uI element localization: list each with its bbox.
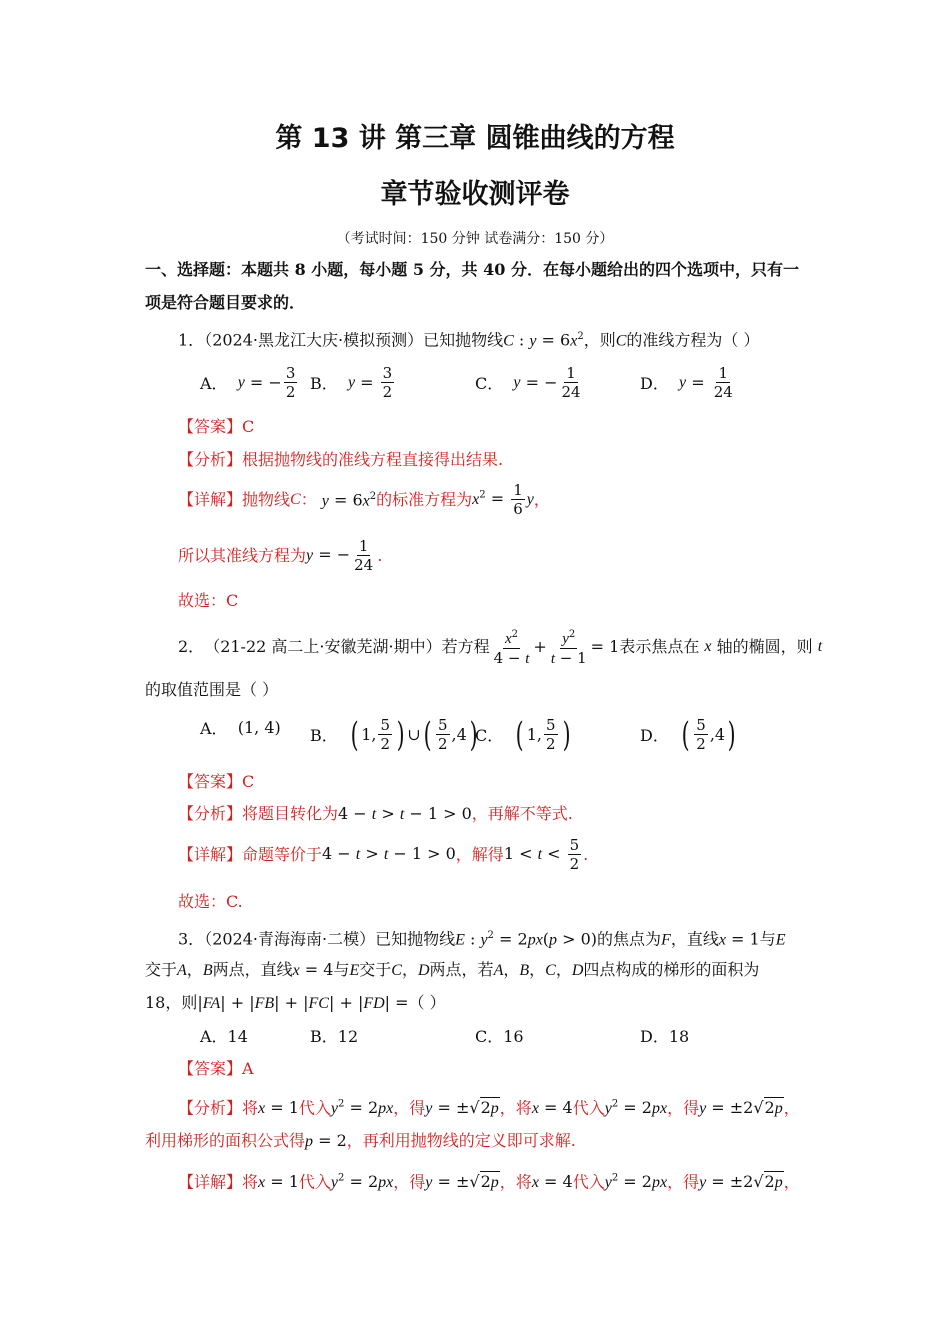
q3-stem-3: 18，则|FA| + |FB| + |FC| + |FD| =（ ） [145,993,446,1012]
q2-option-b[interactable]: B． ( 1, $\frac{5}{2}$ ) ∪ ( $\frac{5}{2}$ ,4 ) [310,714,478,755]
q3-option-d[interactable]: D．18 [640,1027,690,1046]
q1-option-c[interactable]: C． y = − $\frac{1}{24}$ [475,364,581,401]
q3-stem: 3．（2024·青海海南·二模）已知抛物线E : $y^2 = 2px(p > 0)$的焦点为F，直线x = 1与E [178,929,786,949]
q3-analysis-2: 利用梯形的面积公式得p = 2，再利用抛物线的定义即可求解. [145,1131,576,1150]
q3-option-a[interactable]: A．14 [200,1027,248,1046]
section-heading-line-2: 项是符合题目要求的． [145,293,306,312]
q3-detail: 【详解】将x = 1代入$y^2 = 2px$，得y = ±√2p，将x = 4代入$y^2 = 2px$，得y = ±2√2p， [178,1172,800,1192]
q1-detail-2: 所以其准线方程为 y = − $\frac{1}{24}$ . [178,537,383,574]
q3-analysis: 【分析】将x = 1代入$y^2 = 2px$，得y = ±√2p，将x = 4代入$y^2 = 2px$，得y = ±2√2p， [178,1098,800,1118]
q2-analysis: 【分析】将题目转化为4 − t > t − 1 > 0，再解不等式. [178,804,573,823]
title-line-2: 章节验收测评卷 [380,179,570,210]
exam-info: （考试时间：150 分钟 试卷满分：150 分） [336,231,614,247]
q2-option-a[interactable]: A． (1, 4) [200,718,281,738]
q2-stem: 2． （21-22 高二上·安徽芜湖·期中）若方程 $\frac{x^2}{4 - t}$ + $\frac{y^2}{t - 1}$ = 1 表示焦点在 x 轴的椭圆，则 t [178,626,822,668]
q2-stem-2: 的取值范围是（ ） [145,680,279,699]
q1-option-b[interactable]: B． y = $\frac{3}{2}$ [310,364,393,401]
q3-answer: 【答案】A [178,1059,254,1078]
q1-answer: 【答案】C [178,417,255,436]
q1-detail: 【详解】 抛物线 C ： $y = 6x^2$ 的标准方程为 $x^2$ = $\frac{1}{6}$ y ， [178,481,550,518]
q2-option-d[interactable]: D． ( $\frac{5}{2}$ ,4 ) [640,714,736,755]
q2-detail: 【详解】 命题等价于 4 − t > t − 1 > 0 ，解得 1 < t < $\frac{5}{2}$ . [178,836,589,873]
q2-answer: 【答案】C [178,772,255,791]
q3-option-b[interactable]: B．12 [310,1027,359,1046]
q3-stem-2: 交于A，B两点，直线x = 4与E交于C，D两点，若A，B，C，D四点构成的梯形的面积为 [145,960,760,979]
q2-choose: 故选：C. [178,892,243,911]
q3-option-c[interactable]: C．16 [475,1027,524,1046]
q1-stem: 1．（2024·黑龙江大庆·模拟预测）已知抛物线C : $y = 6x^2$，则C的准线方程为（ ） [178,330,760,350]
q1-analysis: 【分析】根据抛物线的准线方程直接得出结果. [178,450,504,469]
q1-option-a[interactable]: A． y = − $\frac{3}{2}$ [200,364,296,401]
q1-choose: 故选：C [178,591,239,610]
q1-option-d[interactable]: D． y = $\frac{1}{24}$ [640,364,733,401]
title-line-1: 第 13 讲 第三章 圆锥曲线的方程 [275,123,675,154]
section-heading-line-1: 一、选择题：本题共 8 小题，每小题 5 分，共 40 分．在每小题给出的四个选项中，只有一 [145,260,799,279]
q2-option-c[interactable]: C． ( 1, $\frac{5}{2}$ ) [475,714,571,755]
